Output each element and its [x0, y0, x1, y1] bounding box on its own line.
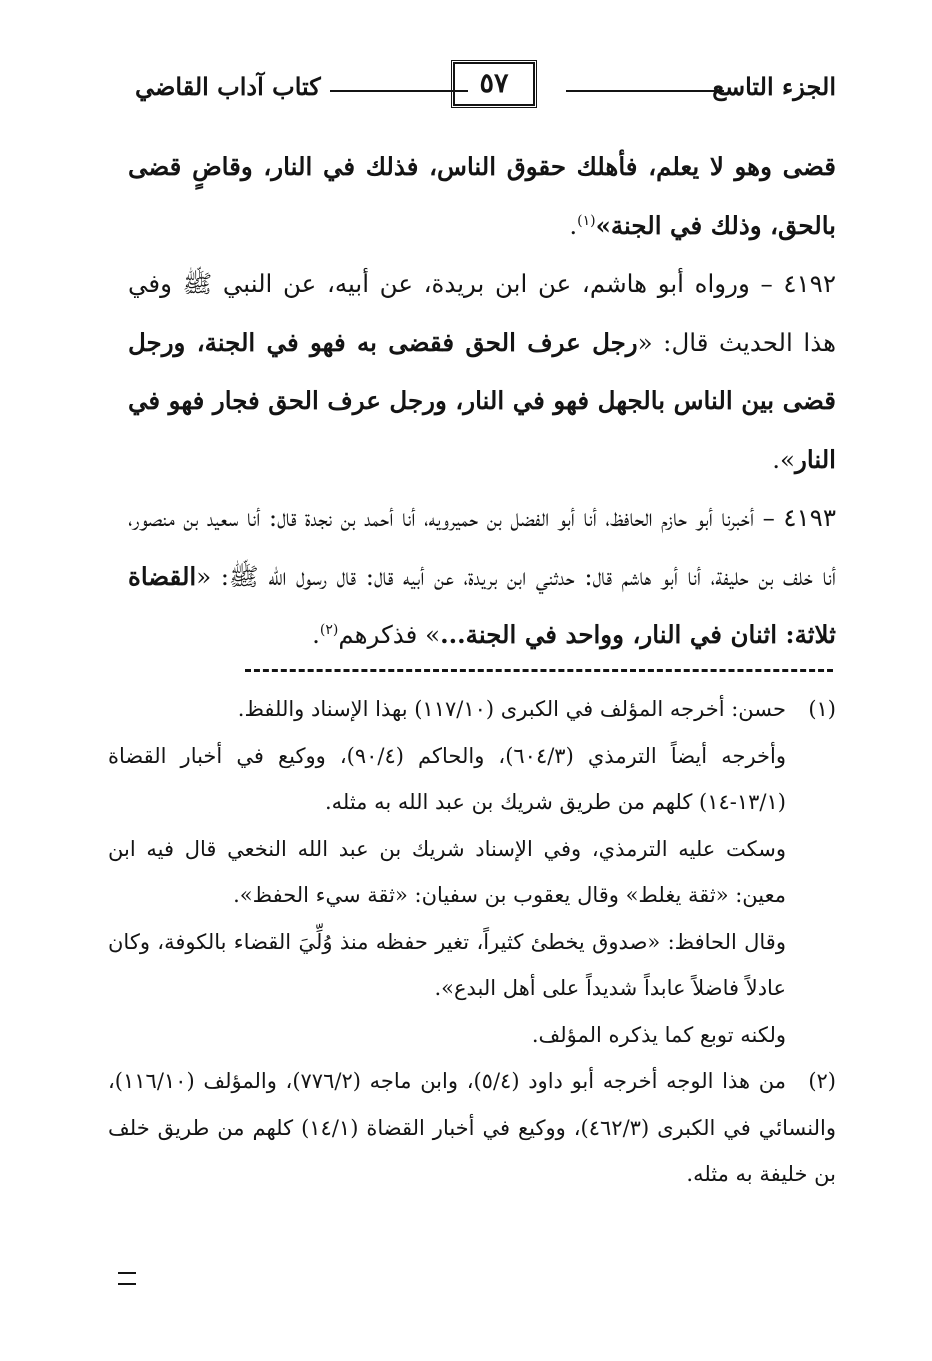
narration-tail: » فذكرهم — [338, 620, 441, 649]
book-title: كتاب آداب القاضي — [135, 72, 321, 101]
footnote-ref-2[interactable]: (٢) — [319, 621, 339, 638]
footnote-1-line-3: وسكت عليه الترمذي، وفي الإسناد شريك بن عبد الله النخعي قال فيه ابن معين: «ثقة يغلط» وقال يعقوب بن سفيان: «ثقة سيء الحفظ». — [108, 836, 786, 907]
footnote-2-marker: (٢) — [808, 1069, 836, 1093]
footnote-ref-1[interactable]: (١) — [577, 212, 596, 229]
main-text — [128, 138, 836, 665]
punctuation: . — [569, 210, 578, 240]
footnote-1-line-5: ولكنه توبع كما يذكره المؤلف. — [531, 1022, 786, 1047]
footnote-1-line-1: (١)حسن: أخرجه المؤلف في الكبرى (١١٧/١٠) بهذا الإسناد واللفظ. — [108, 686, 836, 733]
narration-chain: ٤١٩٣ – أخبرنا أبو حازم الحافظ، أنا أبو الفضل بن حميرويه، أنا أحمد بن نجدة قال: أنا سعيد بن منصور، أنا خلف بن حليفة، أنا أبو هاشم قال: حدثني ابن بريدة، عن أبيه قال: قال رسول الله ﷺ: « — [128, 503, 836, 591]
header-rule-left — [330, 90, 468, 92]
hadith-text: رجل عرف الحق فقضى به فهو في الجنة، ورجل قضى بين الناس بالجهل فهو في النار، ورجل عرف الحق فجار فهو في النار — [128, 327, 836, 474]
footnote-1-line-2: وأخرجه أيضاً الترمذي (٦٠٤/٣)، والحاكم (٩٠/٤)، ووكيع في أخبار القضاة (١٣/١-١٤) كلهم من طريق شريك بن عبد الله به مثله. — [108, 743, 786, 814]
continuation-mark — [118, 1272, 136, 1285]
header-rule-right — [566, 90, 724, 92]
paragraph-1 — [128, 138, 836, 255]
footnote-2-line-1: (٢)من هذا الوجه أخرجه أبو داود (٥/٤)، وابن ماجه (٧٧٦/٢)، والمؤلف (١١٦/١٠)، والنسائي في الكبرى (٤٦٢/٣)، ووكيع في أخبار القضاة (١٤/١) كلهم من طريق خلف بن خليفة به مثله. — [108, 1058, 836, 1198]
hadith-text: القضاة ثلاثة: اثنان في النار، وواحد في الجنة... — [128, 561, 836, 649]
part-title: الجزء التاسع — [712, 72, 836, 101]
footnotes — [108, 686, 836, 1198]
hadith-text: قضى وهو لا يعلم، فأهلك حقوق الناس، فذلك في النار، وقاضٍ قضى بالحق، وذلك في الجنة» — [128, 152, 836, 240]
page-number: ٥٧ — [453, 62, 535, 106]
punctuation: ». — [772, 444, 796, 474]
footnote-separator — [245, 669, 833, 672]
footnote-1-line-4: وقال الحافظ: «صدوق يخطئ كثيراً، تغير حفظه منذ وُلِّيَ القضاء بالكوفة، وكان عادلاً فاضلاً عابداً شديداً على أهل البدع». — [108, 929, 786, 1000]
paragraph-4192 — [128, 255, 836, 489]
narration-chain: ٤١٩٢ – ورواه أبو هاشم، عن ابن بريدة، عن أبيه، عن النبي ﷺ وفي هذا الحديث قال: « — [128, 269, 836, 357]
punctuation: . — [312, 620, 320, 649]
paragraph-4193 — [128, 489, 836, 665]
footnote-1-marker: (١) — [808, 697, 836, 721]
running-header — [135, 62, 836, 114]
